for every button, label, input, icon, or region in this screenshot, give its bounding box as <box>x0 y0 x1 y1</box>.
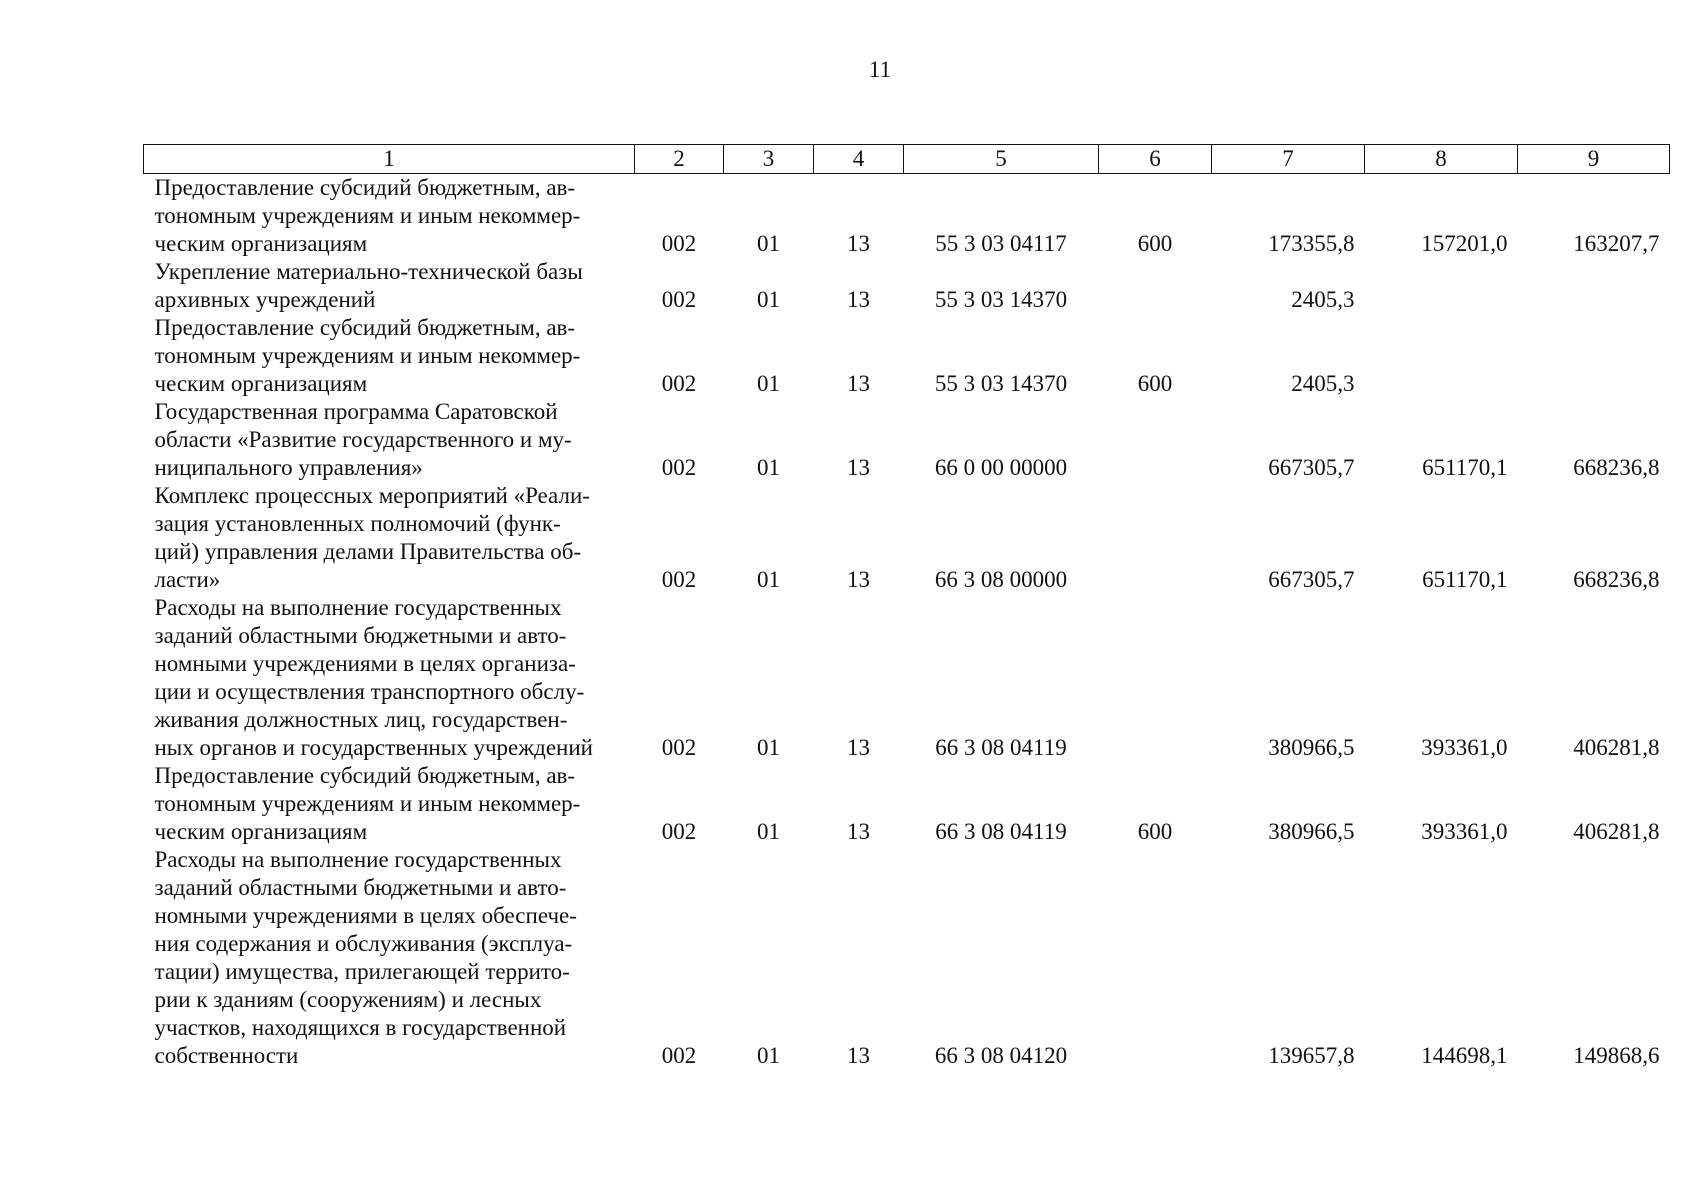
cell-sum-1: 2405,3 <box>1291 371 1355 396</box>
cell-vr <box>1099 594 1212 762</box>
cell-sum-2: 651170,1 <box>1422 455 1508 480</box>
cell-vr <box>1099 846 1212 1070</box>
cell-csr: 66 3 08 04119 <box>935 819 1067 844</box>
cell-vr: 600 <box>1137 371 1173 396</box>
cell-ved: 002 <box>661 819 697 844</box>
cell-rz: 01 <box>757 567 780 592</box>
row-description: Предоставление субсидий бюджетным, ав- тономным учреждениям и иным некоммер- ческим организациям <box>154 763 581 844</box>
budget-table <box>143 144 1670 1070</box>
table-row <box>144 398 1670 482</box>
cell-pr: 13 <box>847 287 870 312</box>
row-description: Расходы на выполнение государственных заданий областными бюджетными и авто- номными учреждениями в целях обеспече- ния содержания и обслуживания (эксплуа- тации) имущества, прилегающей террито- рии к зданиям (сооружениям) и лесных участков, находящихся в государственной собственности <box>154 847 577 1068</box>
cell-sum-2: 157201,0 <box>1421 231 1508 256</box>
header-cell-2: 2 <box>635 145 724 174</box>
header-cell-1: 1 <box>144 145 635 174</box>
table-body <box>144 174 1670 1071</box>
cell-sum-2: 651170,1 <box>1422 567 1508 592</box>
cell-pr: 13 <box>847 567 870 592</box>
row-description: Предоставление субсидий бюджетным, ав- тономным учреждениям и иным некоммер- ческим организациям <box>154 315 581 396</box>
cell-rz: 01 <box>757 287 780 312</box>
cell-sum-3: 668236,8 <box>1573 455 1660 480</box>
cell-vr: 600 <box>1137 231 1173 256</box>
cell-sum-3: 163207,7 <box>1573 231 1660 256</box>
cell-sum-1: 380966,5 <box>1268 735 1355 760</box>
cell-csr: 66 3 08 04120 <box>934 1043 1068 1068</box>
cell-sum-1: 667305,7 <box>1268 567 1355 592</box>
cell-ved: 002 <box>661 455 697 480</box>
cell-sum-1: 173355,8 <box>1268 231 1355 256</box>
table-row <box>144 762 1670 846</box>
cell-ved: 002 <box>661 231 697 256</box>
cell-sum-1: 2405,3 <box>1291 287 1355 312</box>
row-description: Расходы на выполнение государственных заданий областными бюджетными и авто- номными учреждениями в целях организа- ции и осуществления транспортного обслу- живания должностных лиц, государствен- ных органов и государственных учреждений <box>154 595 593 760</box>
page-number: 11 <box>868 57 892 82</box>
cell-ved: 002 <box>661 371 697 396</box>
cell-pr: 13 <box>847 455 870 480</box>
cell-rz: 01 <box>757 1043 780 1068</box>
header-row <box>144 145 1670 174</box>
cell-ved: 002 <box>661 735 697 760</box>
cell-csr: 55 3 03 14370 <box>934 287 1068 312</box>
cell-sum-3 <box>1518 314 1670 398</box>
cell-rz: 01 <box>757 231 780 256</box>
cell-ved: 002 <box>661 287 697 312</box>
header-cell-8: 8 <box>1365 145 1518 174</box>
cell-rz: 01 <box>757 455 780 480</box>
cell-pr: 13 <box>847 231 870 256</box>
row-description: Комплекс процессных мероприятий «Реали- зация установленных полномочий (функ- ций) управления делами Правительства об- ласти» <box>154 483 590 592</box>
header-cell-4: 4 <box>814 145 904 174</box>
cell-sum-1: 380966,5 <box>1268 819 1355 844</box>
cell-sum-2: 393361,0 <box>1421 819 1508 844</box>
cell-ved: 002 <box>661 567 697 592</box>
cell-rz: 01 <box>757 819 780 844</box>
cell-csr: 55 3 03 14370 <box>934 371 1068 396</box>
table-header <box>144 145 1670 174</box>
table-row <box>144 258 1670 314</box>
cell-pr: 13 <box>847 371 870 396</box>
row-description: Предоставление субсидий бюджетным, ав- тономным учреждениям и иным некоммер- ческим организациям <box>154 175 581 256</box>
cell-sum-3: 149868,6 <box>1573 1043 1660 1068</box>
cell-csr: 66 3 08 00000 <box>934 567 1068 592</box>
cell-sum-1: 667305,7 <box>1268 455 1355 480</box>
cell-sum-3: 406281,8 <box>1573 819 1660 844</box>
cell-pr: 13 <box>847 735 870 760</box>
cell-vr <box>1099 398 1212 482</box>
cell-sum-3: 406281,8 <box>1573 735 1660 760</box>
header-cell-5: 5 <box>904 145 1099 174</box>
cell-rz: 01 <box>757 371 780 396</box>
cell-sum-3 <box>1518 258 1670 314</box>
cell-vr <box>1099 258 1212 314</box>
header-cell-6: 6 <box>1099 145 1212 174</box>
table-row <box>144 314 1670 398</box>
cell-sum-3: 668236,8 <box>1573 567 1660 592</box>
row-description: Укрепление материально-технической базы архивных учреждений <box>154 259 583 312</box>
cell-csr: 55 3 03 04117 <box>935 231 1067 256</box>
table-row <box>144 594 1670 762</box>
header-cell-7: 7 <box>1212 145 1365 174</box>
table-row <box>144 482 1670 594</box>
cell-sum-2: 144698,1 <box>1421 1043 1508 1068</box>
row-description: Государственная программа Саратовской области «Развитие государственного и му- ниципального управления» <box>154 399 572 480</box>
cell-ved: 002 <box>661 1043 697 1068</box>
cell-sum-2 <box>1365 314 1518 398</box>
cell-vr <box>1099 482 1212 594</box>
cell-csr: 66 0 00 00000 <box>934 455 1068 480</box>
cell-vr: 600 <box>1137 819 1173 844</box>
cell-pr: 13 <box>847 819 870 844</box>
cell-rz: 01 <box>757 735 780 760</box>
header-cell-3: 3 <box>724 145 814 174</box>
cell-sum-1: 139657,8 <box>1268 1043 1355 1068</box>
table-row <box>144 846 1670 1070</box>
header-cell-9: 9 <box>1518 145 1670 174</box>
cell-csr: 66 3 08 04119 <box>935 735 1067 760</box>
table-row <box>144 174 1670 259</box>
cell-sum-2 <box>1365 258 1518 314</box>
cell-sum-2: 393361,0 <box>1421 735 1508 760</box>
cell-pr: 13 <box>847 1043 870 1068</box>
